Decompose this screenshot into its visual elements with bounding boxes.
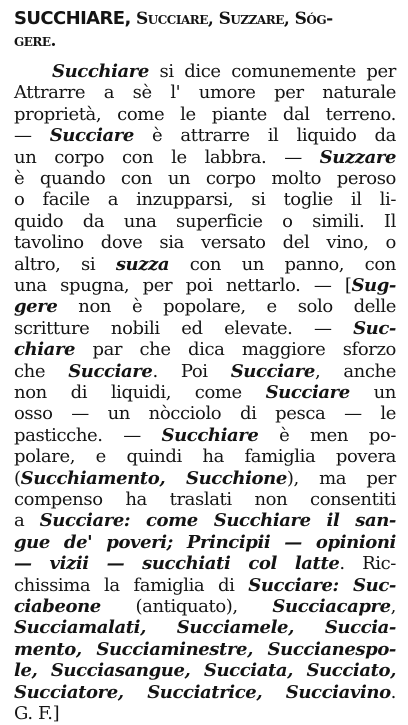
text-line	[14, 168, 396, 190]
text-line	[14, 532, 396, 554]
text-segment: proprietà, come le piante dal terreno.	[14, 103, 396, 125]
text-line	[14, 425, 396, 447]
text-line	[14, 617, 396, 639]
text-segment: (antiquato),	[100, 596, 273, 617]
italic-term: Suc-	[353, 317, 396, 339]
italic-term: ciabeone	[14, 596, 101, 617]
text-segment: un	[349, 382, 396, 403]
text-line	[14, 125, 396, 147]
text-segment: pasticche. —	[14, 424, 162, 446]
text-line	[14, 104, 396, 126]
text-segment: compenso ha traslati non consentiti	[14, 489, 396, 510]
text-segment: è attrarre il liquido da	[133, 125, 397, 147]
variant-suggere-part-1: Sóg-	[294, 9, 333, 29]
text-segment: un corpo con le labbra. —	[14, 146, 320, 168]
entry-heading-line-2	[14, 30, 396, 52]
italic-term: gere	[14, 296, 58, 318]
italic-term: le, Succiasangue, Succiata, Succiato,	[14, 660, 396, 682]
italic-term: — vizii — succhiati col latte	[14, 553, 340, 575]
entry-heading-line-1	[14, 8, 396, 30]
text-line	[14, 553, 396, 575]
text-line	[14, 403, 396, 425]
text-line	[14, 703, 396, 725]
text-segment: non di liquidi, come	[14, 382, 266, 403]
text-line	[14, 510, 396, 532]
italic-term: Succiacapre	[272, 596, 391, 617]
text-segment: altro, si	[14, 253, 116, 275]
text-segment: , anche	[314, 360, 396, 382]
italic-term: Sug-	[351, 275, 396, 296]
text-line	[14, 232, 396, 254]
text-line	[14, 147, 396, 169]
text-segment: —	[14, 125, 50, 147]
text-line	[14, 489, 396, 511]
variant-suggere-part-2: gere.	[14, 31, 56, 51]
text-segment: con un panno, con	[169, 253, 396, 275]
italic-term: Succiare	[49, 125, 134, 147]
italic-term: chiare	[14, 339, 76, 361]
italic-term: Succhiamento, Succhione	[20, 467, 287, 489]
text-line	[14, 382, 396, 404]
italic-term: Succhiare	[161, 424, 259, 446]
variant-succiare: Succiare,	[136, 9, 214, 29]
italic-term: Succiare: come Succhiare il san-	[39, 510, 396, 532]
text-segment: osso — un nòcciolo di pesca — le	[14, 403, 396, 425]
italic-term: gue de' poveri; Principii — opinioni	[14, 531, 396, 553]
text-line	[14, 596, 396, 618]
text-line	[14, 468, 396, 490]
text-segment: chissima la famiglia di	[14, 574, 249, 596]
text-line	[14, 575, 396, 597]
text-segment: ,	[390, 596, 396, 617]
text-line	[14, 211, 396, 233]
text-line	[14, 254, 396, 276]
text-line	[14, 446, 396, 468]
italic-term: suzza	[115, 253, 170, 275]
text-line	[52, 61, 396, 83]
text-line	[14, 361, 396, 383]
italic-term: Succiare	[230, 360, 315, 382]
text-line	[14, 660, 396, 682]
text-segment: è men po-	[258, 424, 397, 446]
text-line	[14, 339, 396, 361]
text-segment: .	[390, 681, 396, 703]
text-segment: si dice comunemente per	[148, 61, 396, 82]
text-line	[14, 318, 396, 340]
text-segment: a	[14, 510, 40, 532]
text-line	[14, 189, 396, 211]
text-line	[14, 82, 396, 104]
text-segment: quido da una superficie o simili. Il	[14, 210, 396, 232]
italic-term: Succhiare	[52, 61, 149, 82]
italic-term: Succiare	[265, 382, 350, 403]
italic-term: mento, Succiaminestre, Succianespo-	[14, 638, 396, 660]
text-segment: . Ric-	[339, 553, 396, 575]
text-segment: (	[14, 467, 21, 489]
italic-term: Succiamalati, Succiamele, Succia-	[14, 617, 396, 639]
headword: SUCCHIARE,	[14, 8, 131, 29]
text-segment: scritture nobili ed elevate. —	[14, 317, 354, 339]
text-line	[14, 275, 396, 297]
text-segment: è quando con un corpo molto peroso	[14, 168, 396, 189]
italic-term: Succiatore, Succiatrice, Succiavino	[14, 681, 391, 703]
text-segment: polare, e quindi ha famiglia povera	[14, 446, 396, 468]
italic-term: Succiare	[68, 360, 153, 382]
italic-term: Suzzare	[319, 146, 396, 168]
text-segment: G. F.]	[14, 703, 60, 724]
text-segment: . Poi	[152, 360, 231, 382]
text-segment: tavolino dove sia versato del vino, o	[14, 232, 396, 254]
text-segment: che	[14, 360, 69, 382]
text-segment: o facile a inzupparsi, si toglie il li-	[14, 189, 396, 211]
text-segment: par che dica maggiore sforzo	[75, 339, 396, 361]
italic-term: Succiare: Suc-	[248, 574, 396, 596]
text-line	[14, 296, 396, 318]
variant-suzzare: Suzzare,	[218, 9, 290, 29]
text-segment: ), ma per	[286, 467, 396, 489]
text-line	[14, 639, 396, 661]
text-segment: una spugna, per poi nettarlo. — [	[14, 275, 352, 296]
text-segment: Attrarre a sè l' umore per naturale	[14, 82, 396, 104]
text-segment: non è popolare, e solo delle	[57, 296, 396, 318]
